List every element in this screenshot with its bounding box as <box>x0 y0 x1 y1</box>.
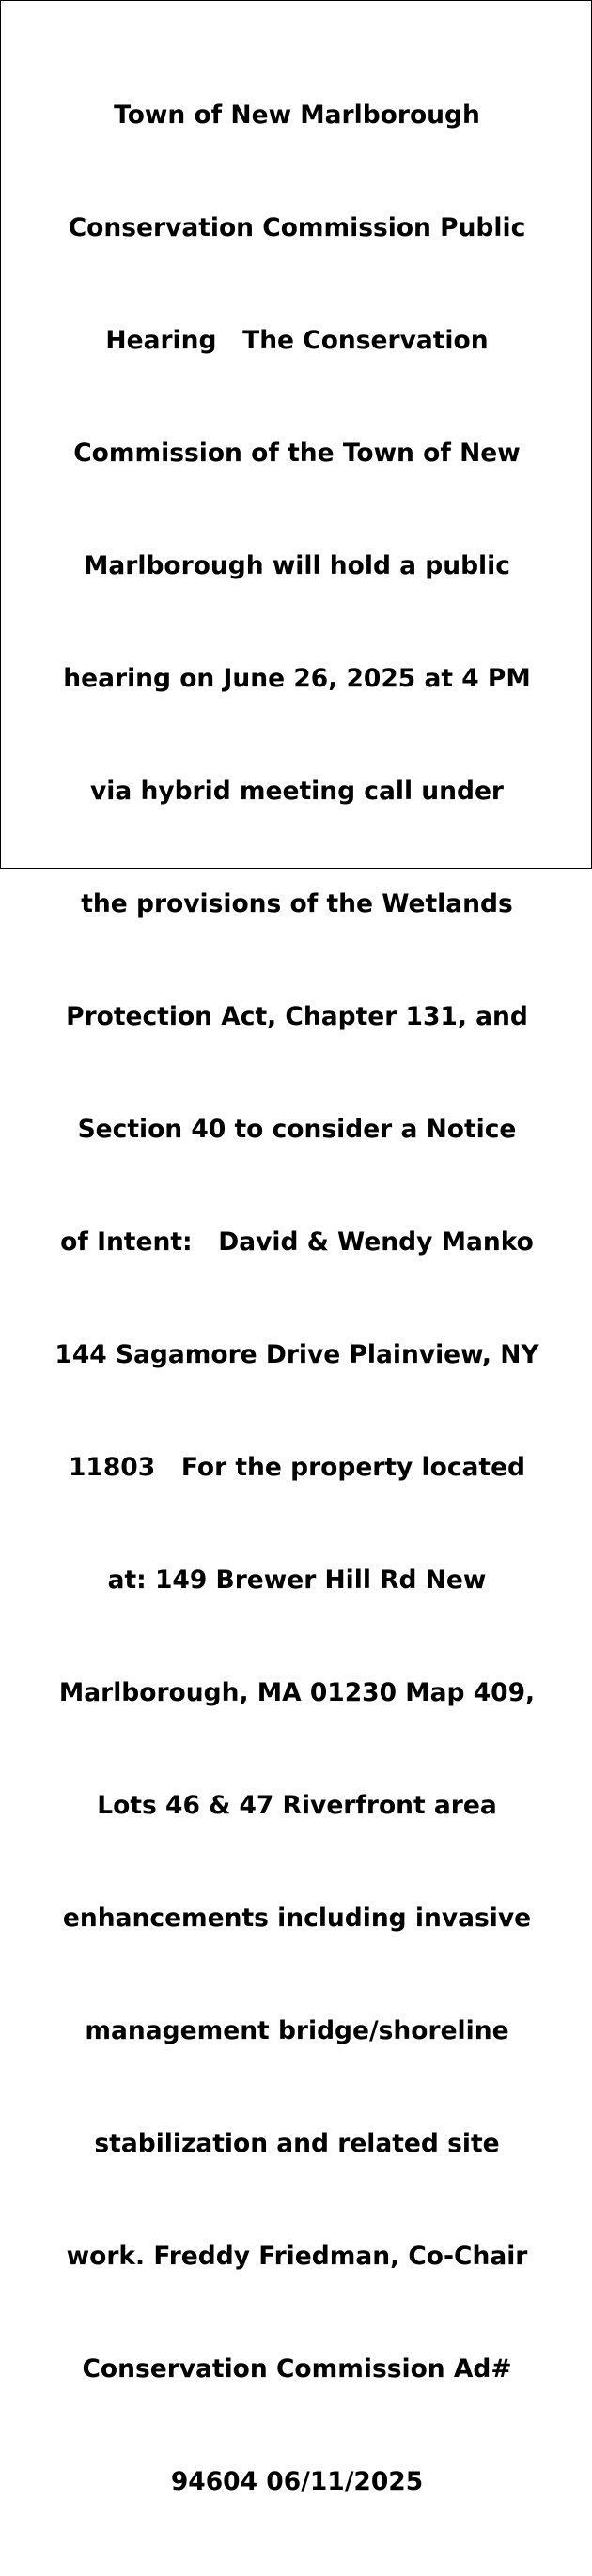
notice-line: work. Freddy Friedman, Co-Chair <box>66 2242 528 2271</box>
notice-line: management bridge/shoreline <box>85 2016 509 2045</box>
notice-line: Commission of the Town of New <box>73 439 521 468</box>
notice-line: enhancements including invasive <box>62 1904 532 1933</box>
notice-line: Conservation Commission Ad# <box>82 2354 512 2383</box>
notice-line: Protection Act, Chapter 131, and <box>66 1002 528 1031</box>
notice-line: at: 149 Brewer Hill Rd New <box>107 1566 487 1595</box>
notice-line: hearing on June 26, 2025 at 4 PM <box>63 664 531 693</box>
notice-line: stabilization and related site <box>94 2129 500 2158</box>
notice-line: Hearing The Conservation <box>105 326 489 355</box>
notice-line: the provisions of the Wetlands <box>81 889 513 918</box>
notice-line: Section 40 to consider a Notice <box>77 1115 517 1144</box>
notice-line: via hybrid meeting call under <box>89 777 505 806</box>
notice-line: Marlborough, MA 01230 Map 409, <box>58 1678 536 1707</box>
notice-line: of Intent: David & Wendy Manko <box>60 1227 534 1257</box>
notice-line: Marlborough will hold a public <box>84 551 510 580</box>
notice-line: Town of New Marlborough <box>114 100 480 130</box>
notice-text <box>10 22 584 2576</box>
notice-line: Conservation Commission Public <box>68 213 526 242</box>
notice-line: 144 Sagamore Drive Plainview, NY <box>55 1340 539 1369</box>
notice-line: 94604 06/11/2025 <box>170 2467 424 2496</box>
notice-line: 11803 For the property located <box>68 1453 526 1482</box>
notice-line: Lots 46 & 47 Riverfront area <box>97 1791 497 1820</box>
